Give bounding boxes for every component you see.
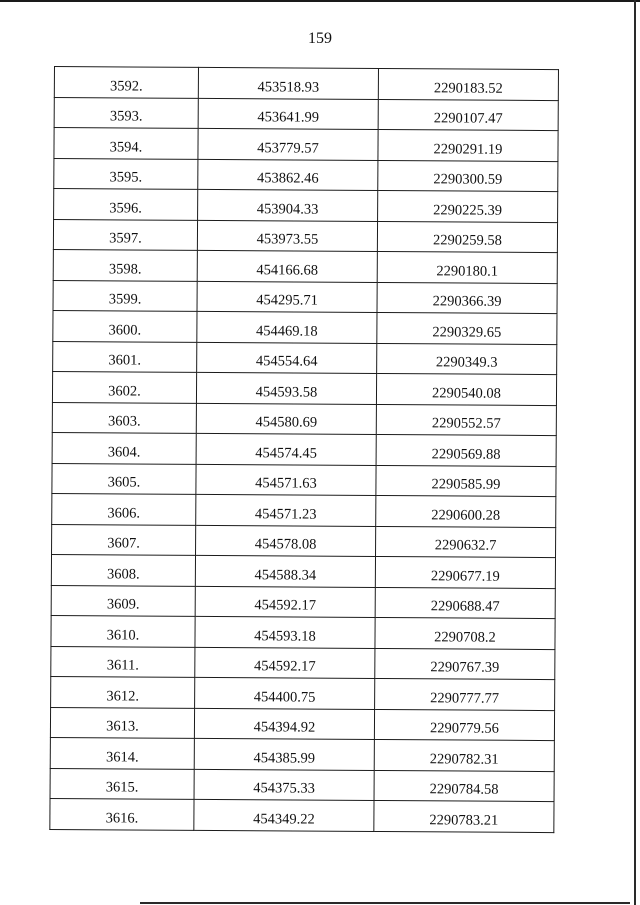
point-number-cell: 3597.	[53, 219, 197, 250]
y-coordinate-cell: 2290688.47	[375, 587, 555, 619]
scan-edge-top	[0, 0, 640, 2]
point-number-cell: 3605.	[52, 463, 196, 494]
y-coordinate-cell: 2290552.57	[376, 404, 556, 436]
table-row	[52, 524, 556, 558]
x-coordinate-cell: 454571.23	[196, 494, 376, 526]
x-coordinate-cell: 454588.34	[195, 555, 375, 587]
x-coordinate-cell: 453862.46	[198, 159, 378, 191]
point-number-cell: 3603.	[52, 402, 196, 433]
y-coordinate-cell: 2290779.56	[374, 709, 554, 741]
x-coordinate-cell: 454592.17	[195, 586, 375, 618]
x-coordinate-cell: 454375.33	[194, 769, 374, 801]
y-coordinate-cell: 2290708.2	[375, 617, 555, 649]
x-coordinate-cell: 453518.93	[198, 67, 378, 99]
table-row	[54, 128, 558, 162]
table-row	[52, 493, 556, 527]
y-coordinate-cell: 2290349.3	[377, 343, 557, 375]
x-coordinate-cell: 454166.68	[197, 250, 377, 282]
table-row	[50, 737, 554, 771]
point-number-cell: 3602.	[52, 371, 196, 402]
point-number-cell: 3613.	[50, 707, 194, 738]
table-row	[50, 707, 554, 741]
x-coordinate-cell: 454593.58	[196, 372, 376, 404]
y-coordinate-cell: 2290329.65	[377, 312, 557, 344]
table-row	[54, 97, 558, 131]
table-row	[51, 615, 555, 649]
y-coordinate-cell: 2290585.99	[376, 465, 556, 497]
point-number-cell: 3615.	[50, 768, 194, 799]
y-coordinate-cell: 2290767.39	[375, 648, 555, 680]
x-coordinate-cell: 454574.45	[196, 433, 376, 465]
point-number-cell: 3604.	[52, 432, 196, 463]
page-number: 159	[308, 30, 332, 47]
table-row	[53, 219, 557, 253]
y-coordinate-cell: 2290183.52	[378, 68, 558, 100]
y-coordinate-cell: 2290291.19	[378, 129, 558, 161]
y-coordinate-cell: 2290540.08	[376, 373, 556, 405]
table-row	[51, 676, 555, 710]
x-coordinate-cell: 454580.69	[196, 403, 376, 435]
table-row	[51, 585, 555, 619]
table-row	[54, 189, 558, 223]
table-row	[54, 67, 558, 101]
coordinates-table	[49, 66, 559, 833]
x-coordinate-cell: 454295.71	[197, 281, 377, 313]
y-coordinate-cell: 2290783.21	[374, 800, 554, 832]
y-coordinate-cell: 2290569.88	[376, 434, 556, 466]
x-coordinate-cell: 454469.18	[197, 311, 377, 343]
x-coordinate-cell: 454349.22	[194, 799, 374, 831]
table-row	[51, 554, 555, 588]
y-coordinate-cell: 2290300.59	[378, 160, 558, 192]
point-number-cell: 3592.	[54, 67, 198, 98]
table-row	[52, 432, 556, 466]
point-number-cell: 3607.	[52, 524, 196, 555]
table-row	[50, 768, 554, 802]
y-coordinate-cell: 2290225.39	[378, 190, 558, 222]
y-coordinate-cell: 2290784.58	[374, 770, 554, 802]
table-row	[52, 402, 556, 436]
y-coordinate-cell: 2290777.77	[375, 678, 555, 710]
x-coordinate-cell: 454394.92	[194, 708, 374, 740]
point-number-cell: 3609.	[51, 585, 195, 616]
point-number-cell: 3610.	[51, 615, 195, 646]
point-number-cell: 3616.	[50, 798, 194, 829]
y-coordinate-cell: 2290180.1	[377, 251, 557, 283]
table-row	[53, 310, 557, 344]
point-number-cell: 3593.	[54, 97, 198, 128]
y-coordinate-cell: 2290677.19	[375, 556, 555, 588]
y-coordinate-cell: 2290366.39	[377, 282, 557, 314]
point-number-cell: 3614.	[50, 737, 194, 768]
point-number-cell: 3600.	[53, 310, 197, 341]
point-number-cell: 3612.	[51, 676, 195, 707]
table-row	[50, 798, 554, 832]
point-number-cell: 3608.	[51, 554, 195, 585]
y-coordinate-cell: 2290259.58	[377, 221, 557, 253]
table-body	[50, 67, 559, 833]
x-coordinate-cell: 454385.99	[194, 738, 374, 770]
y-coordinate-cell: 2290632.7	[376, 526, 556, 558]
table-row	[51, 646, 555, 680]
point-number-cell: 3595.	[54, 158, 198, 189]
x-coordinate-cell: 454571.63	[196, 464, 376, 496]
table-row	[54, 158, 558, 192]
table-row	[53, 249, 557, 283]
scan-edge-right	[634, 0, 636, 905]
table-row	[53, 341, 557, 375]
point-number-cell: 3596.	[54, 189, 198, 220]
point-number-cell: 3606.	[52, 493, 196, 524]
table-row	[52, 371, 556, 405]
y-coordinate-cell: 2290107.47	[378, 99, 558, 131]
point-number-cell: 3599.	[53, 280, 197, 311]
x-coordinate-cell: 454578.08	[196, 525, 376, 557]
point-number-cell: 3611.	[51, 646, 195, 677]
table-row	[53, 280, 557, 314]
point-number-cell: 3598.	[53, 249, 197, 280]
x-coordinate-cell: 453973.55	[197, 220, 377, 252]
x-coordinate-cell: 453904.33	[198, 189, 378, 221]
x-coordinate-cell: 454554.64	[197, 342, 377, 374]
y-coordinate-cell: 2290782.31	[374, 739, 554, 771]
x-coordinate-cell: 454400.75	[195, 677, 375, 709]
y-coordinate-cell: 2290600.28	[376, 495, 556, 527]
table-row	[52, 463, 556, 497]
point-number-cell: 3594.	[54, 128, 198, 159]
point-number-cell: 3601.	[53, 341, 197, 372]
x-coordinate-cell: 453641.99	[198, 98, 378, 130]
x-coordinate-cell: 453779.57	[198, 128, 378, 160]
x-coordinate-cell: 454592.17	[195, 647, 375, 679]
scan-edge-bottom	[140, 902, 630, 904]
x-coordinate-cell: 454593.18	[195, 616, 375, 648]
